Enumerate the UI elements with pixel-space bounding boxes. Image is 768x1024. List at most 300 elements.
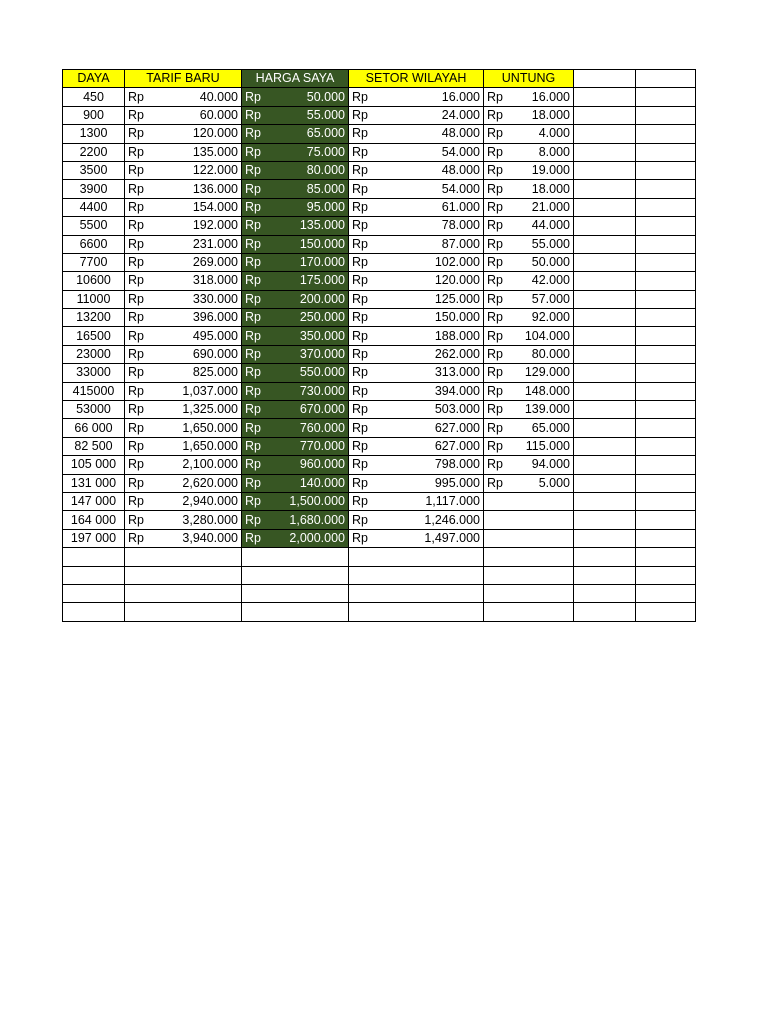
cell-tarif-baru[interactable]	[125, 143, 242, 161]
cell-setor-wilayah[interactable]	[349, 492, 484, 510]
cell-harga-saya[interactable]	[242, 272, 349, 290]
amount-value: 150.000	[434, 310, 480, 325]
currency-label: Rp	[245, 236, 261, 251]
amount-value: 136.000	[192, 181, 238, 196]
empty-cell[interactable]	[636, 180, 696, 198]
empty-cell[interactable]	[574, 253, 636, 271]
empty-cell[interactable]	[484, 603, 574, 621]
empty-cell[interactable]	[636, 327, 696, 345]
empty-cell[interactable]	[63, 603, 125, 621]
cell-daya[interactable]: 5500	[63, 217, 125, 235]
empty-cell[interactable]	[63, 548, 125, 566]
amount-value: 2,620.000	[182, 475, 238, 490]
table-row	[63, 474, 696, 492]
empty-cell[interactable]	[484, 584, 574, 602]
empty-cell[interactable]	[636, 437, 696, 455]
cell-setor-wilayah[interactable]	[349, 345, 484, 363]
cell-untung[interactable]	[484, 419, 574, 437]
empty-cell[interactable]	[349, 584, 484, 602]
amount-value: 8.000	[538, 144, 570, 159]
empty-cell[interactable]	[574, 401, 636, 419]
currency-label: Rp	[128, 494, 144, 509]
cell-harga-saya[interactable]	[242, 492, 349, 510]
empty-cell[interactable]	[574, 566, 636, 584]
amount-value: 150.000	[299, 236, 345, 251]
currency-label: Rp	[245, 494, 261, 509]
cell-untung[interactable]	[484, 161, 574, 179]
cell-tarif-baru[interactable]	[125, 382, 242, 400]
currency-label: Rp	[352, 107, 368, 122]
cell-daya[interactable]: 164 000	[63, 511, 125, 529]
currency-label: Rp	[128, 126, 144, 141]
amount-value: 1,325.000	[182, 402, 238, 417]
empty-cell[interactable]	[636, 198, 696, 216]
empty-cell[interactable]	[574, 419, 636, 437]
cell-tarif-baru[interactable]	[125, 88, 242, 106]
amount-value: 670.000	[299, 402, 345, 417]
cell-untung[interactable]	[484, 106, 574, 124]
cell-harga-saya[interactable]	[242, 290, 349, 308]
cell-daya[interactable]: 197 000	[63, 529, 125, 547]
empty-cell[interactable]	[242, 584, 349, 602]
empty-cell[interactable]	[574, 492, 636, 510]
currency-label: Rp	[352, 383, 368, 398]
cell-untung[interactable]	[484, 290, 574, 308]
empty-cell[interactable]	[574, 345, 636, 363]
empty-cell[interactable]	[349, 603, 484, 621]
cell-harga-saya[interactable]	[242, 253, 349, 271]
empty-cell[interactable]	[574, 198, 636, 216]
cell-untung[interactable]	[484, 437, 574, 455]
amount-value: 135.000	[192, 144, 238, 159]
cell-untung[interactable]	[484, 217, 574, 235]
empty-cell[interactable]	[574, 70, 636, 88]
empty-cell[interactable]	[125, 566, 242, 584]
amount-value: 1,500.000	[289, 494, 345, 509]
cell-harga-saya[interactable]	[242, 198, 349, 216]
cell-setor-wilayah[interactable]	[349, 474, 484, 492]
cell-untung[interactable]	[484, 401, 574, 419]
empty-cell[interactable]	[636, 125, 696, 143]
empty-cell[interactable]	[242, 603, 349, 621]
empty-cell[interactable]	[636, 364, 696, 382]
cell-tarif-baru[interactable]	[125, 309, 242, 327]
empty-cell[interactable]	[574, 180, 636, 198]
cell-tarif-baru[interactable]	[125, 235, 242, 253]
currency-label: Rp	[352, 218, 368, 233]
empty-cell[interactable]	[636, 566, 696, 584]
cell-daya[interactable]: 147 000	[63, 492, 125, 510]
amount-value: 396.000	[192, 310, 238, 325]
table-row	[63, 327, 696, 345]
cell-daya[interactable]: 131 000	[63, 474, 125, 492]
cell-untung[interactable]	[484, 529, 574, 547]
cell-tarif-baru[interactable]	[125, 253, 242, 271]
empty-cell[interactable]	[636, 345, 696, 363]
cell-untung[interactable]	[484, 327, 574, 345]
amount-value: 3,280.000	[182, 512, 238, 527]
cell-untung[interactable]	[484, 143, 574, 161]
cell-tarif-baru[interactable]	[125, 437, 242, 455]
empty-cell[interactable]	[574, 382, 636, 400]
cell-harga-saya[interactable]	[242, 106, 349, 124]
empty-cell[interactable]	[349, 548, 484, 566]
amount-value: 960.000	[299, 457, 345, 472]
empty-cell[interactable]	[636, 272, 696, 290]
cell-daya[interactable]: 10600	[63, 272, 125, 290]
cell-setor-wilayah[interactable]	[349, 382, 484, 400]
empty-cell[interactable]	[484, 548, 574, 566]
empty-cell[interactable]	[574, 88, 636, 106]
cell-daya[interactable]: 66 000	[63, 419, 125, 437]
cell-tarif-baru[interactable]	[125, 272, 242, 290]
cell-harga-saya[interactable]	[242, 217, 349, 235]
currency-label: Rp	[245, 383, 261, 398]
empty-cell[interactable]	[349, 566, 484, 584]
cell-setor-wilayah[interactable]	[349, 125, 484, 143]
currency-label: Rp	[245, 126, 261, 141]
cell-daya[interactable]: 13200	[63, 309, 125, 327]
table-body	[63, 70, 696, 622]
currency-label: Rp	[352, 402, 368, 417]
empty-cell[interactable]	[636, 548, 696, 566]
empty-cell[interactable]	[242, 566, 349, 584]
cell-tarif-baru[interactable]	[125, 456, 242, 474]
cell-setor-wilayah[interactable]	[349, 143, 484, 161]
empty-cell[interactable]	[574, 437, 636, 455]
cell-setor-wilayah[interactable]	[349, 364, 484, 382]
empty-cell[interactable]	[636, 253, 696, 271]
cell-untung[interactable]	[484, 272, 574, 290]
cell-daya[interactable]: 11000	[63, 290, 125, 308]
empty-cell[interactable]	[636, 529, 696, 547]
cell-tarif-baru[interactable]	[125, 327, 242, 345]
currency-label: Rp	[487, 218, 503, 233]
empty-cell[interactable]	[574, 364, 636, 382]
cell-setor-wilayah[interactable]	[349, 437, 484, 455]
header-daya[interactable]: DAYA	[63, 70, 125, 88]
cell-daya[interactable]: 900	[63, 106, 125, 124]
cell-setor-wilayah[interactable]	[349, 401, 484, 419]
currency-label: Rp	[352, 255, 368, 270]
empty-cell[interactable]	[574, 474, 636, 492]
amount-value: 3,940.000	[182, 530, 238, 545]
cell-setor-wilayah[interactable]	[349, 529, 484, 547]
table-row	[63, 143, 696, 161]
empty-cell[interactable]	[63, 584, 125, 602]
cell-harga-saya[interactable]	[242, 180, 349, 198]
cell-tarif-baru[interactable]	[125, 529, 242, 547]
cell-untung[interactable]	[484, 511, 574, 529]
empty-cell[interactable]	[574, 584, 636, 602]
currency-label: Rp	[245, 163, 261, 178]
amount-value: 61.000	[441, 199, 480, 214]
empty-cell[interactable]	[636, 401, 696, 419]
cell-tarif-baru[interactable]	[125, 106, 242, 124]
table-row	[63, 437, 696, 455]
currency-label: Rp	[245, 291, 261, 306]
currency-label: Rp	[128, 310, 144, 325]
cell-daya[interactable]: 3500	[63, 161, 125, 179]
empty-cell[interactable]	[574, 327, 636, 345]
currency-label: Rp	[352, 89, 368, 104]
header-harga-saya[interactable]: HARGA SAYA	[242, 70, 349, 88]
table-row	[63, 382, 696, 400]
currency-label: Rp	[352, 365, 368, 380]
empty-cell[interactable]	[636, 584, 696, 602]
cell-harga-saya[interactable]	[242, 456, 349, 474]
cell-setor-wilayah[interactable]	[349, 272, 484, 290]
cell-setor-wilayah[interactable]	[349, 456, 484, 474]
cell-harga-saya[interactable]	[242, 529, 349, 547]
cell-daya[interactable]: 33000	[63, 364, 125, 382]
cell-untung[interactable]	[484, 235, 574, 253]
currency-label: Rp	[245, 310, 261, 325]
currency-label: Rp	[128, 383, 144, 398]
cell-setor-wilayah[interactable]	[349, 217, 484, 235]
amount-value: 200.000	[299, 291, 345, 306]
empty-cell[interactable]	[574, 272, 636, 290]
empty-cell[interactable]	[125, 603, 242, 621]
empty-cell[interactable]	[636, 603, 696, 621]
amount-value: 80.000	[531, 347, 570, 362]
cell-daya[interactable]: 53000	[63, 401, 125, 419]
cell-daya[interactable]: 23000	[63, 345, 125, 363]
empty-cell[interactable]	[125, 584, 242, 602]
cell-daya[interactable]: 450	[63, 88, 125, 106]
empty-cell[interactable]	[636, 309, 696, 327]
cell-daya[interactable]: 2200	[63, 143, 125, 161]
cell-setor-wilayah[interactable]	[349, 419, 484, 437]
cell-tarif-baru[interactable]	[125, 492, 242, 510]
amount-value: 2,000.000	[289, 530, 345, 545]
cell-daya[interactable]: 1300	[63, 125, 125, 143]
currency-label: Rp	[128, 512, 144, 527]
cell-setor-wilayah[interactable]	[349, 106, 484, 124]
amount-value: 78.000	[441, 218, 480, 233]
cell-harga-saya[interactable]	[242, 143, 349, 161]
header-untung[interactable]: UNTUNG	[484, 70, 574, 88]
amount-value: 102.000	[434, 255, 480, 270]
cell-harga-saya[interactable]	[242, 125, 349, 143]
cell-harga-saya[interactable]	[242, 511, 349, 529]
amount-value: 122.000	[192, 163, 238, 178]
amount-value: 798.000	[434, 457, 480, 472]
amount-value: 1,497.000	[424, 530, 480, 545]
currency-label: Rp	[245, 144, 261, 159]
empty-cell[interactable]	[574, 456, 636, 474]
cell-setor-wilayah[interactable]	[349, 290, 484, 308]
currency-label: Rp	[352, 347, 368, 362]
currency-label: Rp	[245, 107, 261, 122]
currency-label: Rp	[487, 383, 503, 398]
cell-untung[interactable]	[484, 456, 574, 474]
cell-untung[interactable]	[484, 180, 574, 198]
amount-value: 170.000	[299, 255, 345, 270]
empty-cell[interactable]	[574, 161, 636, 179]
table-row	[63, 125, 696, 143]
cell-daya[interactable]: 16500	[63, 327, 125, 345]
empty-cell[interactable]	[636, 474, 696, 492]
currency-label: Rp	[245, 347, 261, 362]
currency-label: Rp	[352, 475, 368, 490]
cell-harga-saya[interactable]	[242, 309, 349, 327]
currency-label: Rp	[245, 512, 261, 527]
empty-cell[interactable]	[63, 566, 125, 584]
empty-cell[interactable]	[574, 309, 636, 327]
table-row	[63, 235, 696, 253]
amount-value: 80.000	[306, 163, 345, 178]
table-row	[63, 529, 696, 547]
cell-daya[interactable]: 4400	[63, 198, 125, 216]
currency-label: Rp	[352, 310, 368, 325]
currency-label: Rp	[352, 163, 368, 178]
cell-untung[interactable]	[484, 382, 574, 400]
header-tarif-baru[interactable]: TARIF BARU	[125, 70, 242, 88]
cell-harga-saya[interactable]	[242, 161, 349, 179]
empty-cell[interactable]	[636, 382, 696, 400]
currency-label: Rp	[352, 126, 368, 141]
amount-value: 42.000	[531, 273, 570, 288]
amount-value: 18.000	[531, 107, 570, 122]
empty-cell[interactable]	[484, 566, 574, 584]
cell-daya[interactable]: 3900	[63, 180, 125, 198]
empty-cell[interactable]	[574, 143, 636, 161]
cell-setor-wilayah[interactable]	[349, 253, 484, 271]
cell-tarif-baru[interactable]	[125, 364, 242, 382]
cell-tarif-baru[interactable]	[125, 474, 242, 492]
cell-tarif-baru[interactable]	[125, 217, 242, 235]
amount-value: 50.000	[306, 89, 345, 104]
cell-untung[interactable]	[484, 474, 574, 492]
currency-label: Rp	[128, 181, 144, 196]
amount-value: 188.000	[434, 328, 480, 343]
cell-setor-wilayah[interactable]	[349, 511, 484, 529]
currency-label: Rp	[128, 218, 144, 233]
cell-tarif-baru[interactable]	[125, 198, 242, 216]
cell-untung[interactable]	[484, 198, 574, 216]
currency-label: Rp	[128, 273, 144, 288]
cell-tarif-baru[interactable]	[125, 345, 242, 363]
cell-daya[interactable]: 7700	[63, 253, 125, 271]
cell-untung[interactable]	[484, 492, 574, 510]
empty-cell[interactable]	[636, 88, 696, 106]
amount-value: 65.000	[531, 420, 570, 435]
empty-cell[interactable]	[636, 235, 696, 253]
empty-cell[interactable]	[574, 603, 636, 621]
cell-harga-saya[interactable]	[242, 345, 349, 363]
cell-setor-wilayah[interactable]	[349, 161, 484, 179]
empty-cell[interactable]	[636, 456, 696, 474]
empty-cell[interactable]	[636, 511, 696, 529]
empty-cell[interactable]	[574, 511, 636, 529]
cell-harga-saya[interactable]	[242, 437, 349, 455]
cell-harga-saya[interactable]	[242, 401, 349, 419]
empty-cell[interactable]	[242, 548, 349, 566]
cell-untung[interactable]	[484, 345, 574, 363]
cell-harga-saya[interactable]	[242, 364, 349, 382]
cell-untung[interactable]	[484, 88, 574, 106]
cell-tarif-baru[interactable]	[125, 511, 242, 529]
cell-tarif-baru[interactable]	[125, 290, 242, 308]
cell-daya[interactable]: 105 000	[63, 456, 125, 474]
currency-label: Rp	[128, 420, 144, 435]
empty-cell[interactable]	[574, 235, 636, 253]
cell-daya[interactable]: 415000	[63, 382, 125, 400]
cell-untung[interactable]	[484, 253, 574, 271]
empty-cell[interactable]	[636, 290, 696, 308]
empty-cell[interactable]	[125, 548, 242, 566]
cell-setor-wilayah[interactable]	[349, 235, 484, 253]
currency-label: Rp	[352, 457, 368, 472]
amount-value: 40.000	[199, 89, 238, 104]
empty-cell[interactable]	[636, 161, 696, 179]
empty-cell[interactable]	[636, 143, 696, 161]
cell-untung[interactable]	[484, 125, 574, 143]
cell-setor-wilayah[interactable]	[349, 180, 484, 198]
cell-tarif-baru[interactable]	[125, 419, 242, 437]
cell-tarif-baru[interactable]	[125, 161, 242, 179]
amount-value: 135.000	[299, 218, 345, 233]
cell-tarif-baru[interactable]	[125, 180, 242, 198]
cell-setor-wilayah[interactable]	[349, 88, 484, 106]
cell-setor-wilayah[interactable]	[349, 327, 484, 345]
cell-harga-saya[interactable]	[242, 88, 349, 106]
empty-cell[interactable]	[636, 106, 696, 124]
cell-harga-saya[interactable]	[242, 327, 349, 345]
currency-label: Rp	[487, 89, 503, 104]
empty-cell[interactable]	[574, 529, 636, 547]
amount-value: 330.000	[192, 291, 238, 306]
cell-tarif-baru[interactable]	[125, 401, 242, 419]
header-setor-wilayah[interactable]: SETOR WILAYAH	[349, 70, 484, 88]
amount-value: 503.000	[434, 402, 480, 417]
currency-label: Rp	[352, 199, 368, 214]
amount-value: 50.000	[531, 255, 570, 270]
cell-untung[interactable]	[484, 309, 574, 327]
cell-daya[interactable]: 82 500	[63, 437, 125, 455]
cell-harga-saya[interactable]	[242, 382, 349, 400]
currency-label: Rp	[487, 126, 503, 141]
empty-cell[interactable]	[636, 492, 696, 510]
empty-cell[interactable]	[574, 217, 636, 235]
empty-cell[interactable]	[636, 419, 696, 437]
empty-cell[interactable]	[636, 70, 696, 88]
cell-harga-saya[interactable]	[242, 419, 349, 437]
amount-value: 94.000	[531, 457, 570, 472]
currency-label: Rp	[128, 163, 144, 178]
empty-cell[interactable]	[574, 106, 636, 124]
cell-daya[interactable]: 6600	[63, 235, 125, 253]
empty-cell[interactable]	[574, 548, 636, 566]
cell-tarif-baru[interactable]	[125, 125, 242, 143]
empty-cell[interactable]	[636, 217, 696, 235]
amount-value: 55.000	[306, 107, 345, 122]
cell-harga-saya[interactable]	[242, 474, 349, 492]
amount-value: 16.000	[531, 89, 570, 104]
cell-setor-wilayah[interactable]	[349, 309, 484, 327]
amount-value: 231.000	[192, 236, 238, 251]
currency-label: Rp	[245, 457, 261, 472]
cell-harga-saya[interactable]	[242, 235, 349, 253]
empty-cell[interactable]	[574, 290, 636, 308]
cell-setor-wilayah[interactable]	[349, 198, 484, 216]
cell-untung[interactable]	[484, 364, 574, 382]
empty-cell[interactable]	[574, 125, 636, 143]
amount-value: 18.000	[531, 181, 570, 196]
currency-label: Rp	[128, 255, 144, 270]
currency-label: Rp	[245, 218, 261, 233]
